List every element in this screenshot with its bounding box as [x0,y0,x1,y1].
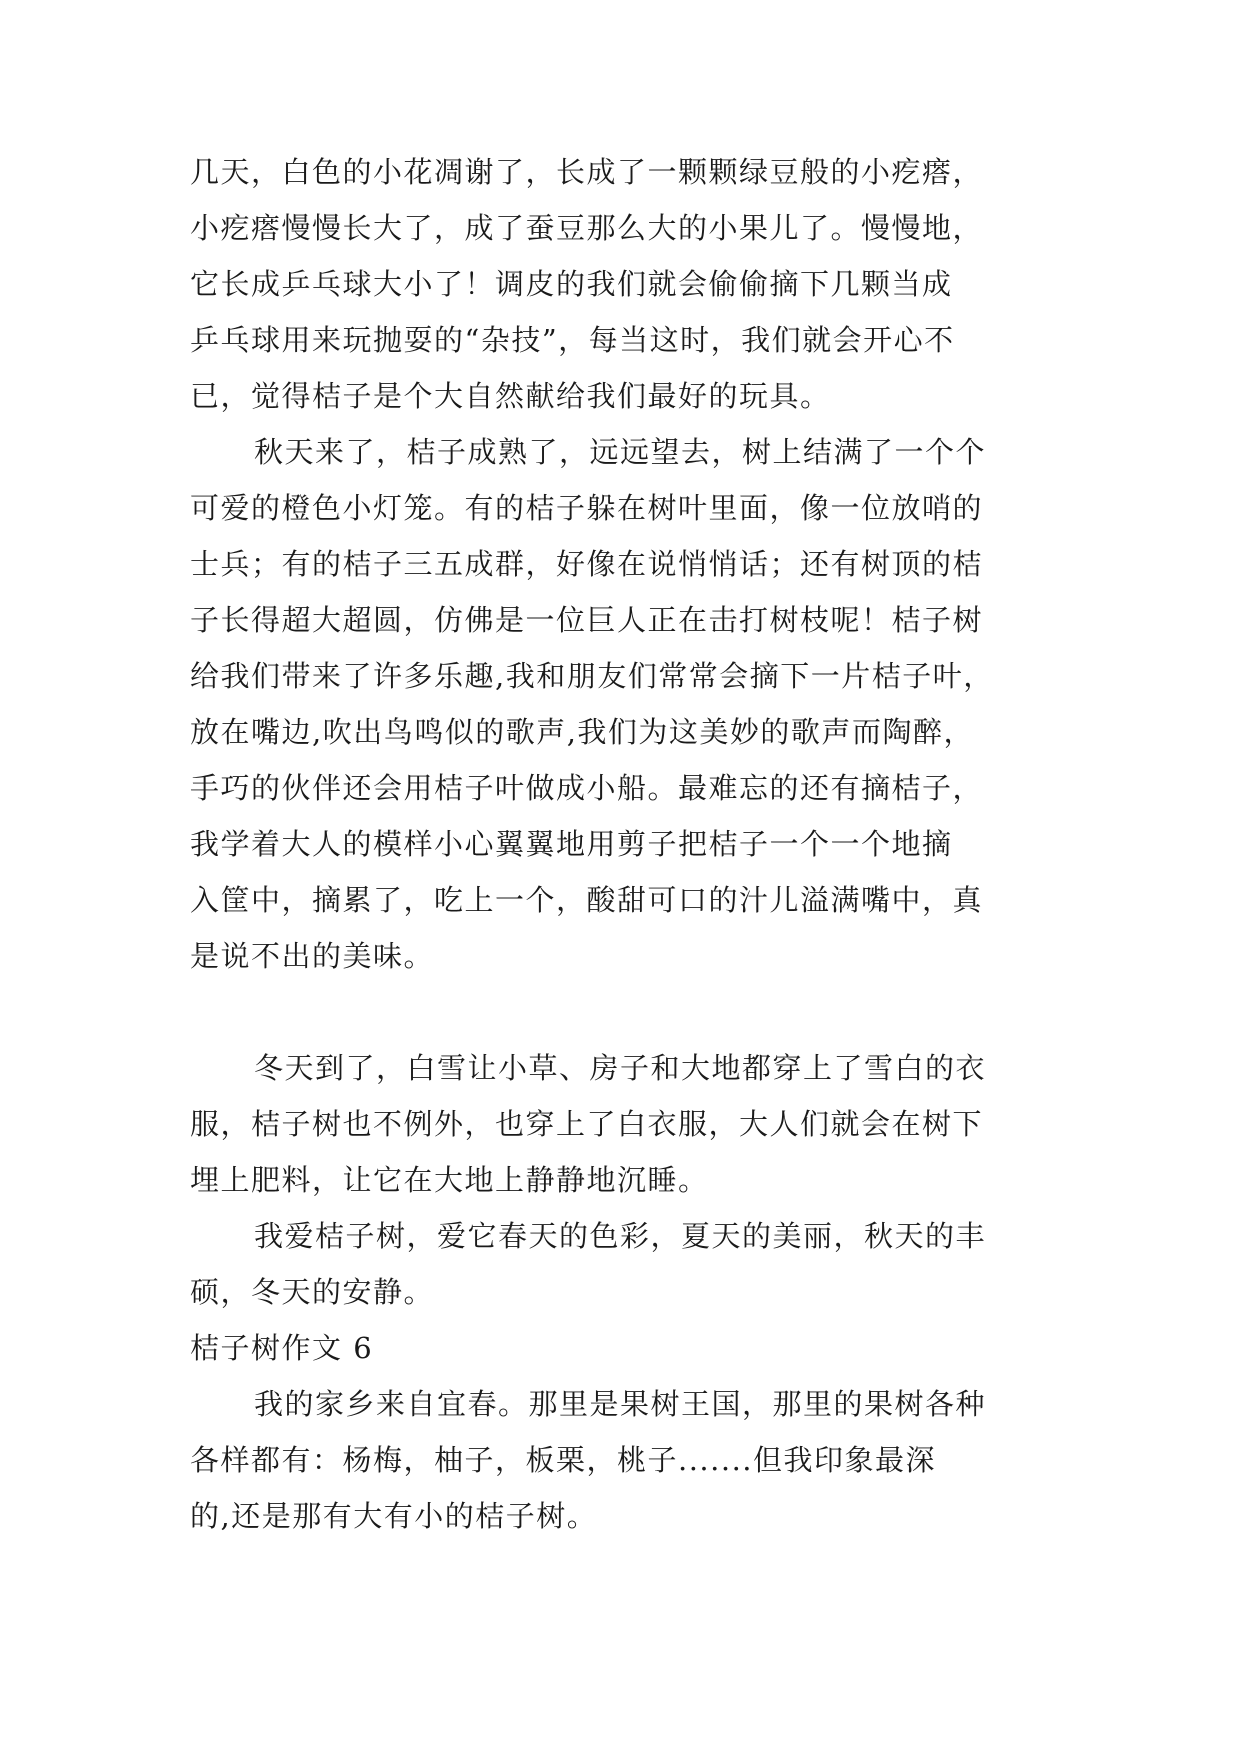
text-line: 给我们带来了许多乐趣,我和朋友们常常会摘下一片桔子叶， [190,659,994,693]
text-line: 硕，冬天的安静。 [190,1275,435,1309]
text-line: 秋天来了，桔子成熟了，远远望去，树上结满了一个个 [254,435,987,469]
text-line: 是说不出的美味。 [190,939,435,973]
text-line: 可爱的橙色小灯笼。有的桔子躲在树叶里面，像一位放哨的 [190,491,984,525]
text-line: 小疙瘩慢慢长大了，成了蚕豆那么大的小果儿了。慢慢地， [190,211,984,245]
text-line: 手巧的伙伴还会用桔子叶做成小船。最难忘的还有摘桔子， [190,771,984,805]
text-line: 已，觉得桔子是个大自然献给我们最好的玩具。 [190,379,831,413]
text-line: 几天，白色的小花凋谢了，长成了一颗颗绿豆般的小疙瘩， [190,155,984,189]
section-heading: 桔子树作文 6 [190,1331,374,1365]
text-line: 埋上肥料，让它在大地上静静地沉睡。 [190,1163,709,1197]
text-line: 服，桔子树也不例外，也穿上了白衣服，大人们就会在树下 [190,1107,984,1141]
text-line: 它长成乒乓球大小了！调皮的我们就会偷偷摘下几颗当成 [190,267,953,301]
text-line: 的,还是那有大有小的桔子树。 [190,1499,598,1533]
text-line: 我爱桔子树，爱它春天的色彩，夏天的美丽，秋天的丰 [254,1219,987,1253]
text-line: 乒乓球用来玩抛耍的“杂技”，每当这时，我们就会开心不 [190,323,955,357]
text-line: 入筐中，摘累了，吃上一个，酸甜可口的汁儿溢满嘴中，真 [190,883,984,917]
text-line: 冬天到了，白雪让小草、房子和大地都穿上了雪白的衣 [254,1051,987,1085]
text-line: 我的家乡来自宜春。那里是果树王国，那里的果树各种 [254,1387,987,1421]
text-line: 放在嘴边,吹出鸟鸣似的歌声,我们为这美妙的歌声而陶醉， [190,715,974,749]
text-line: 士兵；有的桔子三五成群，好像在说悄悄话；还有树顶的桔 [190,547,984,581]
text-line: 我学着大人的模样小心翼翼地用剪子把桔子一个一个地摘 [190,827,953,861]
text-line: 子长得超大超圆，仿佛是一位巨人正在击打树枝呢！桔子树 [190,603,984,637]
text-line: 各样都有：杨梅，柚子，板栗，桃子.......但我印象最深 [190,1443,937,1477]
